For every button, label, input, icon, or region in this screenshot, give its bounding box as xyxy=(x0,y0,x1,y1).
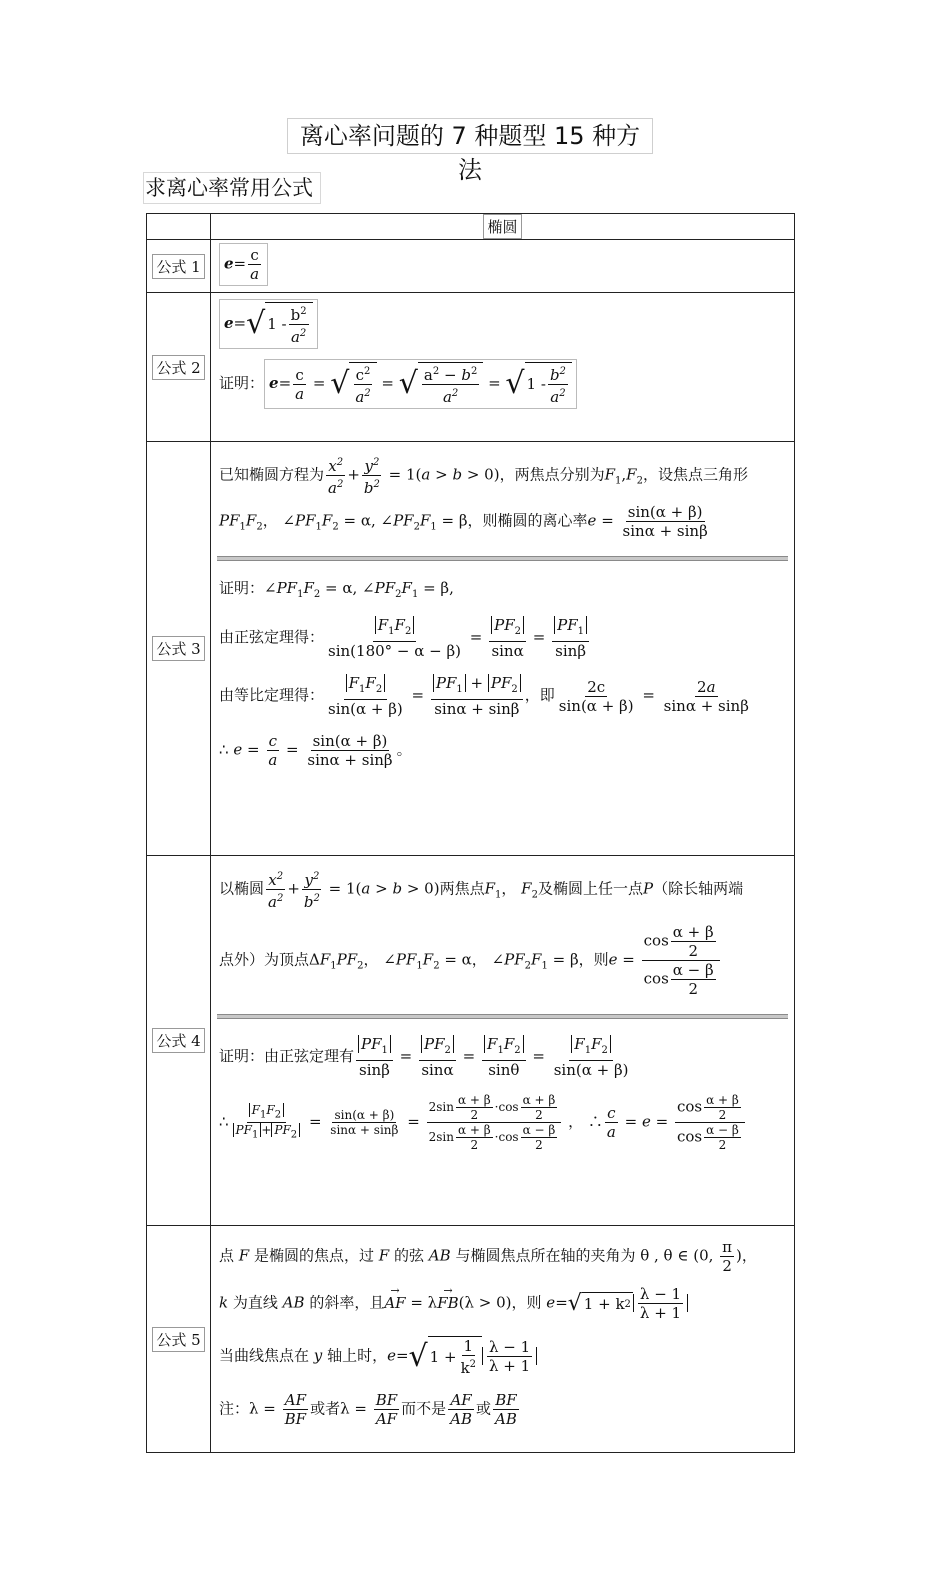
section-heading: 求离心率常用公式 xyxy=(143,172,321,204)
formula-label: 公式 3 xyxy=(152,636,204,661)
formula-row-4 xyxy=(147,856,795,1226)
formula-label: 公式 2 xyxy=(152,355,204,380)
formula-label: 公式 4 xyxy=(152,1028,204,1053)
section-divider xyxy=(217,556,788,561)
formula-row-1 xyxy=(147,240,795,293)
formula-row-3 xyxy=(147,442,795,856)
formula-row-5 xyxy=(147,1226,795,1453)
formula-3-statement: 已知椭圆方程为 $\frac{x^2}{a^2}$ + $\frac{y^2}{b^2}$ = 1(a > b > 0)，两焦点分别为$F_1,F_2$，设焦点三角形 $PF_1F_2$， $\angle PF_1F_2 = \alpha$, $\angle PF_2F_1 = \beta$，则椭圆的离心率e = $\frac{\sin(\alpha + \beta)}{\sin\alpha + \sin\beta}$ xyxy=(211,442,794,552)
formula-label: 公式 1 xyxy=(152,254,204,279)
page-title: 离心率问题的 7 种题型 15 种方法 xyxy=(287,118,653,154)
formula-2-expr: e= √ 1 - $\frac{b^2}{a^2}$ xyxy=(219,299,318,349)
section-divider xyxy=(217,1014,788,1019)
formula-row-2 xyxy=(147,293,795,442)
formula-4-statement: 以椭圆 $\frac{x^2}{a^2}$ + $\frac{y^2}{b^2}$ = 1(a > b > 0)两焦点$F_1$， $F_2$及椭圆上任一点P（除长轴两端 点外）为顶点$\Delta F_1PF_2$， $\angle PF_1F_2 = \alpha$， $\angle PF_2F_1 = \beta$，则e = cos $\frac{\alpha + \beta}{2}$ cos $\frac{\alpha - \beta}{2}$ xyxy=(211,856,794,1010)
formula-4-proof: 证明：由正弦定理有 $\frac{PF_1}{\sin\beta}$ = $\frac{PF_2}{\sin\alpha}$ = $\frac{F_1F_2}{\sin\theta}$ = $\frac{F_1F_2}{\sin(\alpha + \beta)}$ ∴ $\frac{F_1F_2}{PF_1 + PF_2}$ = $\frac{\sin(\alpha + \beta)}{\sin\alpha + \sin\beta}$ = 2sin $\frac{\alpha + \beta}{2}$ ·cos $\frac{\alpha + \beta}{2}$ 2sin $\frac{\alpha + \beta}{2}$ ·cos $\frac{\alpha - \beta}{2}$ ， ∴ $\frac{c}{a}$ = e = cos $\frac{\alpha + \beta}{2}$ cos $\frac{\alpha - \beta}{2}$ xyxy=(211,1023,794,1164)
formula-5-body: 点 F 是椭圆的焦点，过 F 的弦 AB 与椭圆焦点所在轴的夹角为 θ , θ ∈ (0, $\frac{\pi}{2}$ )， k 为直线 AB 的斜率，且→ AF = λ→ FB(λ > 0)，则 e= √ 1 + k 2 $\frac{\lambda - 1}{\lambda + 1}$ 当曲线焦点在 y 轴上时，e= √ 1 + $\frac{1}{k^2}$ $\frac{\lambda - 1}{\lambda + 1}$ 注：λ = $\frac{AF}{BF}$ 或者λ = $\frac{BF}{AF}$ 而不是 $\frac{AF}{AB}$ 或 $\frac{BF}{AB}$ xyxy=(211,1226,794,1440)
formula-table xyxy=(146,213,795,1453)
formula-3-proof: 证明：$\angle PF_1F_2 = \alpha$, $\angle PF_2F_1 = \beta$, 由正弦定理得： $\frac{F_1F_2}{\sin(180^\circ - \alpha - \beta)}$ = $\frac{PF_2}{\sin\alpha}$ = $\frac{PF_1}{\sin\beta}$ 由等比定理得： $\frac{F_1F_2}{\sin(\alpha + \beta)}$ = $\frac{PF_1 + PF_2}{\sin\alpha + \sin\beta}$ ，即 $\frac{2c}{\sin(\alpha + \beta)}$ = $\frac{2a}{\sin\alpha + \sin\beta}$ ∴ e = $\frac{c}{a}$ = $\frac{\sin(\alpha + \beta)}{\sin\alpha + \sin\beta}$ 。 xyxy=(219,579,749,769)
formula-2-proof: e= $\frac{c}{a}$ = √ $\frac{c^2}{a^2}$ = √ $\frac{a^2 - b^2}{a^2}$ = √ 1 - $\frac{b^2}{a^2}$ xyxy=(264,359,577,409)
table-header: 椭圆 xyxy=(483,214,521,239)
formula-label: 公式 5 xyxy=(152,1327,204,1352)
proof-label: 证明： xyxy=(219,374,265,392)
formula-1-expr: e= $\frac{c}{a}$ xyxy=(219,243,268,286)
